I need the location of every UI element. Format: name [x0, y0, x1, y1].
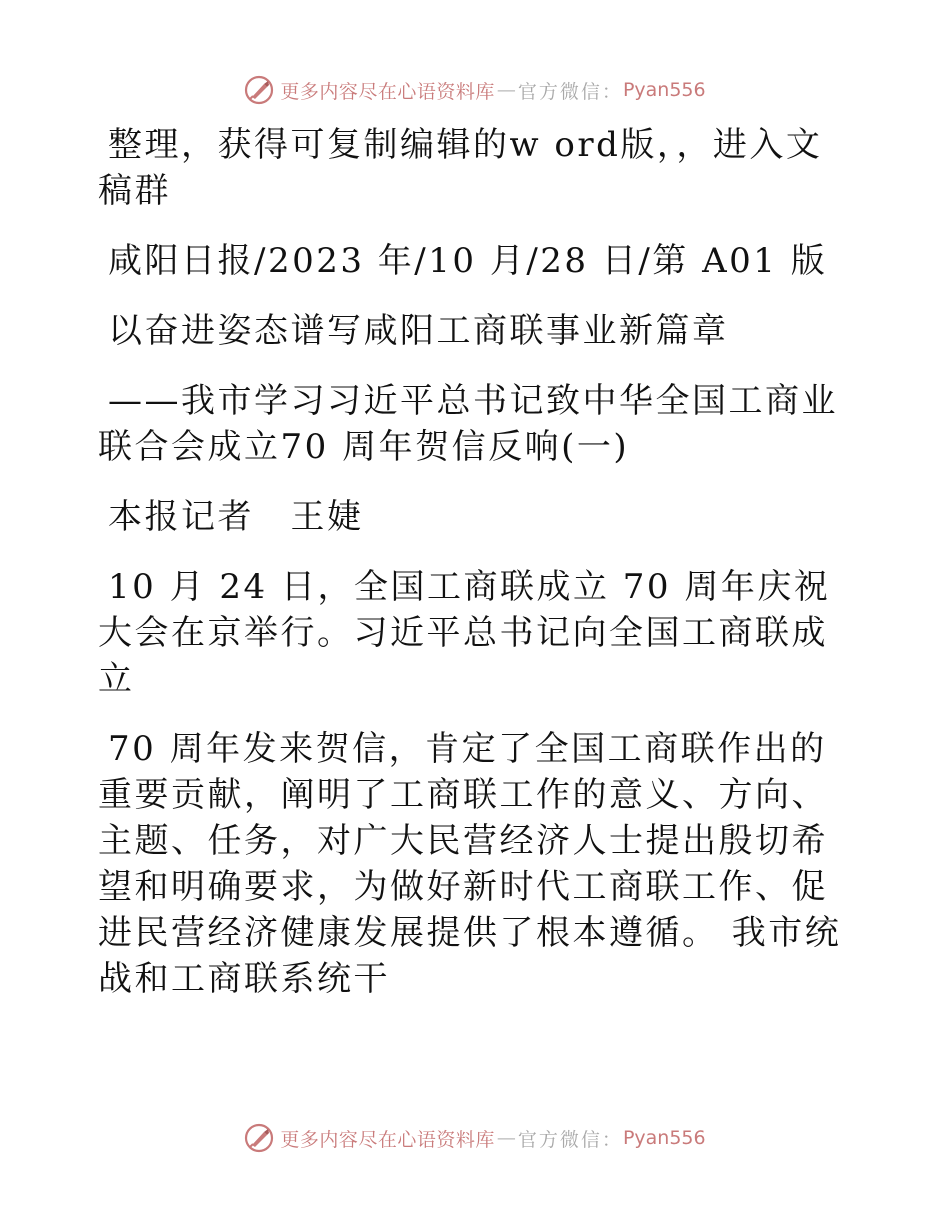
body-paragraph: 10 月 24 日，全国工商联成立 70 周年庆祝大会在京举行。习近平总书记向全国工商联成立: [98, 567, 831, 699]
article-subtitle: ——我市学习习近平总书记致中华全国工商业联合会成立70 周年贺信反响(一): [98, 381, 838, 467]
watermark-site-name: 更多内容尽在心语资料库: [280, 1128, 495, 1151]
article-title: 以奋进姿态谱写咸阳工商联事业新篇章: [108, 311, 729, 351]
footer-watermark: [0, 1121, 950, 1155]
intro-note-paragraph: 整理，获得可复制编辑的w ord版，，进入文稿群: [98, 125, 823, 211]
watermark-site-name: 更多内容尽在心语资料库: [280, 80, 495, 103]
watermark-separator: —: [496, 1127, 516, 1149]
watermark-wechat-id: Pyan556: [622, 1127, 706, 1149]
document-body: [98, 122, 858, 1026]
watermark-official-label: 官方微信：: [517, 1128, 623, 1151]
watermark-separator: —: [496, 79, 516, 101]
header-watermark: [0, 73, 950, 107]
watermark-official-label: 官方微信：: [517, 80, 623, 103]
source-line: 咸阳日报/2023 年/10 月/28 日/第 A01 版: [108, 241, 828, 281]
quill-pen-logo-icon: [244, 1123, 274, 1153]
quill-pen-logo-icon: [244, 75, 274, 105]
watermark-wechat-id: Pyan556: [622, 79, 706, 101]
byline: 本报记者 王婕: [108, 497, 364, 537]
body-paragraph: 70 周年发来贺信，肯定了全国工商联作出的重要贡献，阐明了工商联工作的意义、方向、主题、任务，对广大民营经济人士提出殷切希望和明确要求，为做好新时代工商联工作、促进民营经济健康发展提供了根本遵循。 我市统战和工商联系统干: [98, 729, 842, 999]
